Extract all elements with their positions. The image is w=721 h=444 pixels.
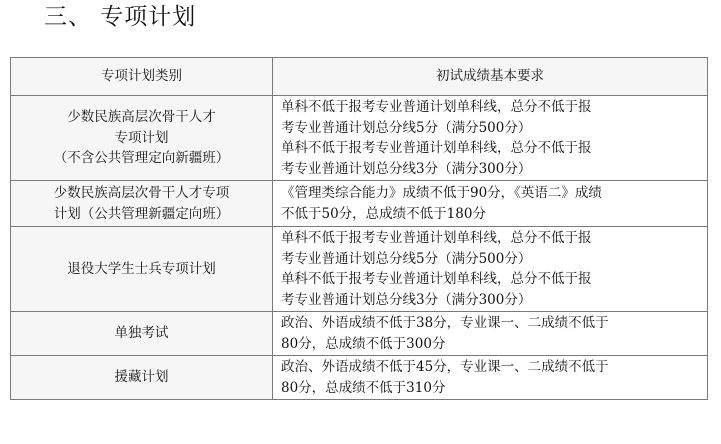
requirement-line: 单科不低于报考专业普通计划单科线，总分不低于报: [281, 230, 592, 246]
category-line: 退役大学生士兵专项计划: [67, 260, 216, 277]
requirement-cell: [273, 96, 708, 181]
requirement-line: 考专业普通计划总分线3分（满分300分）: [281, 160, 532, 177]
requirement-line: 80分，总成绩不低于310分: [281, 379, 446, 396]
requirement-line: 政治、外语成绩不低于45分，专业课一、二成绩不低于: [281, 359, 609, 375]
category-line: 单独考试: [114, 325, 169, 342]
category-cell: [11, 227, 273, 312]
requirement-line: 《管理类综合能力》成绩不低于90分，《英语二》成绩: [281, 185, 602, 201]
category-line: 援藏计划: [114, 369, 169, 386]
category-cell: [11, 312, 273, 356]
table-header-row: [11, 58, 708, 96]
requirement-line: 单科不低于报考专业普通计划单科线，总分不低于报: [281, 271, 592, 287]
category-line: （不含公共管理定向新疆班）: [53, 150, 230, 167]
requirement-line: 单科不低于报考专业普通计划单科线，总分不低于报: [281, 99, 592, 115]
special-plan-table: [10, 57, 708, 400]
requirement-line: 不低于50分，总成绩不低于180分: [281, 205, 486, 222]
category-cell: [11, 181, 273, 227]
requirement-line: 考专业普通计划总分线5分（满分500分）: [281, 119, 532, 136]
table-row: [11, 356, 708, 400]
requirement-line: 单科不低于报考专业普通计划单科线，总分不低于报: [281, 140, 592, 156]
requirement-line: 考专业普通计划总分线3分（满分300分）: [281, 291, 532, 308]
requirement-cell: [273, 181, 708, 227]
category-line: 少数民族高层次骨干人才: [67, 109, 216, 126]
requirement-line: 考专业普通计划总分线5分（满分500分）: [281, 250, 532, 267]
category-line: 专项计划: [114, 129, 169, 146]
header-requirement: 初试成绩基本要求: [273, 58, 708, 96]
category-line: 计划（公共管理新疆定向班）: [53, 205, 230, 222]
category-cell: [11, 356, 273, 400]
requirement-cell: [273, 227, 708, 312]
table-row: [11, 312, 708, 356]
category-cell: [11, 96, 273, 181]
section-title: 三、 专项计划: [44, 4, 197, 30]
requirement-line: 80分，总成绩不低于300分: [281, 335, 446, 352]
requirement-line: 政治、外语成绩不低于38分，专业课一、二成绩不低于: [281, 315, 609, 331]
table-row: [11, 96, 708, 181]
table-row: [11, 227, 708, 312]
requirement-cell: [273, 312, 708, 356]
category-line: 少数民族高层次骨干人才专项: [53, 185, 230, 201]
requirement-cell: [273, 356, 708, 400]
header-category: 专项计划类别: [11, 58, 273, 96]
table-row: [11, 181, 708, 227]
